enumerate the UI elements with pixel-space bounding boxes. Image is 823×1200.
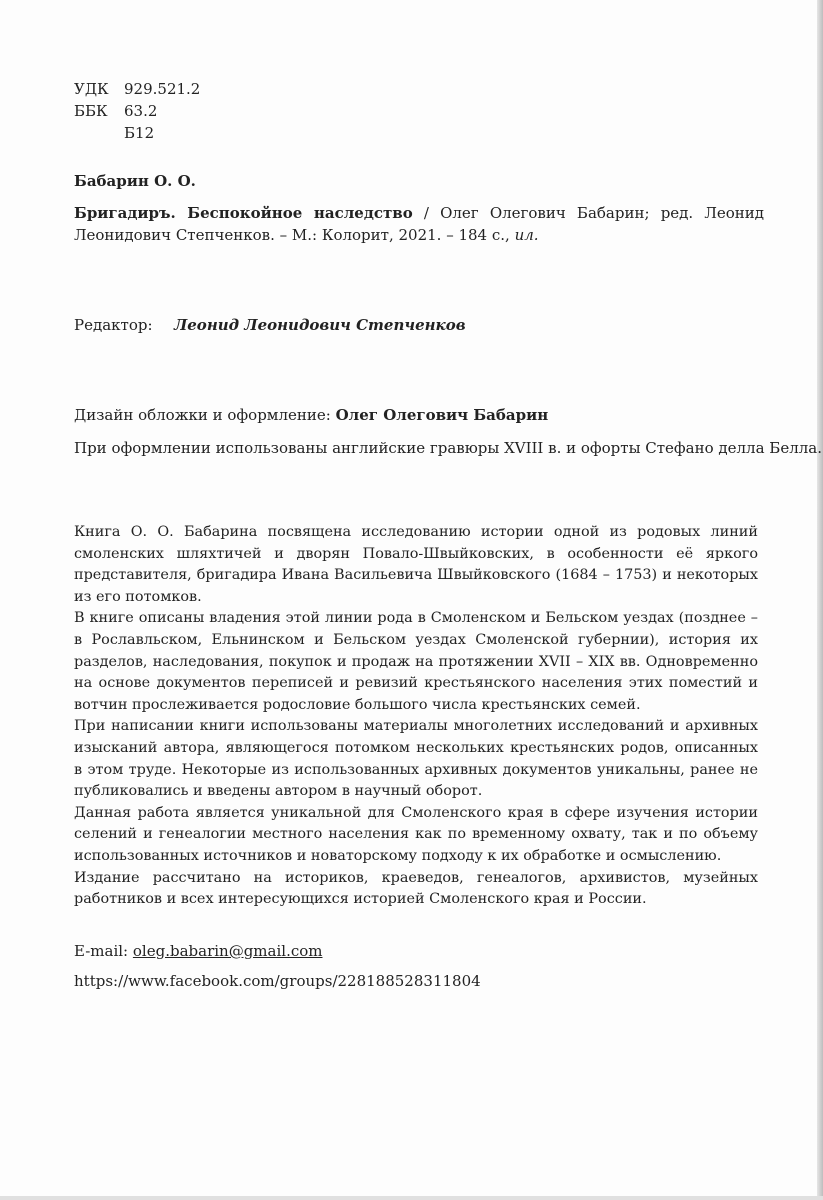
design-label: Дизайн обложки и оформление: <box>74 406 331 424</box>
author-heading: Бабарин О. О. <box>74 172 196 190</box>
bibliographic-record <box>74 202 764 246</box>
designer-name: Олег Олегович Бабарин <box>335 406 549 424</box>
udk-value: 929.521.2 <box>124 80 201 98</box>
author-sign-row <box>74 122 274 144</box>
abstract-paragraph: В книге описаны владения этой линии рода в Смоленском и Бельском уездах (позднее – в Рославльском, Ельнинском и Бельском уездах Смоленской губернии), история их разделов, наследования, покупок и продаж на протяжении XVII – XIX вв. Одновременно на основе документов переписей и ревизий крестьянского населения этих поместий и вотчин прослеживается родословие большого числа крестьянских семей. <box>74 610 758 713</box>
email-row <box>74 940 323 962</box>
design-credit <box>74 404 548 426</box>
editor-label: Редактор: <box>74 316 153 334</box>
book-title: Бригадиръ. Беспокойное наследство <box>74 204 413 222</box>
abstract-paragraph: При написании книги использованы материалы многолетних исследований и архивных изысканий автора, являющегося потомком нескольких крестьянских родов, описанных в этом труде. Некоторые из использованных архивных документов уникальны, ранее не публиковались и введены автором в научный оборот. <box>74 718 758 800</box>
email-label: E-mail: <box>74 942 129 960</box>
book-abstract <box>74 522 758 911</box>
editor-row <box>74 314 466 336</box>
bbk-label: ББК <box>74 102 108 120</box>
editor-name: Леонид Леонидович Степченков <box>174 316 466 334</box>
udk-row <box>74 78 274 100</box>
abstract-paragraph: Книга О. О. Бабарина посвящена исследованию истории одной из родовых линий смоленских шляхтичей и дворян Повало-Швыйковских, в особенности её яркого представителя, бригадира Ивана Васильевича Швыйковского (1684 – 1753) и некоторых из его потомков. <box>74 524 758 605</box>
abstract-paragraph: Данная работа является уникальной для Смоленского края в сфере изучения истории селений и генеалогии местного населения как по временному охвату, так и по объему использованных источников и новаторскому подходу к их обработке и осмыслению. <box>74 804 758 864</box>
facebook-link[interactable]: https://www.facebook.com/groups/228188528311804 <box>74 972 481 990</box>
email-link[interactable]: oleg.babarin@gmail.com <box>132 942 323 960</box>
page-edge-shadow <box>817 0 823 1200</box>
bibliographic-details: / Олег Олегович Бабарин; ред. Леонид Леонидович Степченков. – М.: Колорит, 2021. – 184 с., <box>74 204 764 244</box>
author-sign: Б12 <box>124 124 155 142</box>
illustrations-note: ил. <box>514 226 539 244</box>
engravings-note: При оформлении использованы английские гравюры XVIII в. и офорты Стефано делла Белла. <box>74 439 822 457</box>
bbk-value: 63.2 <box>124 102 158 120</box>
bbk-row <box>74 100 274 122</box>
udk-label: УДК <box>74 80 109 98</box>
page-bottom-edge <box>0 1196 823 1200</box>
abstract-paragraph: Издание рассчитано на историков, краеведов, генеалогов, архивистов, музейных работников и всех интересующихся историей Смоленского края и России. <box>74 869 758 908</box>
